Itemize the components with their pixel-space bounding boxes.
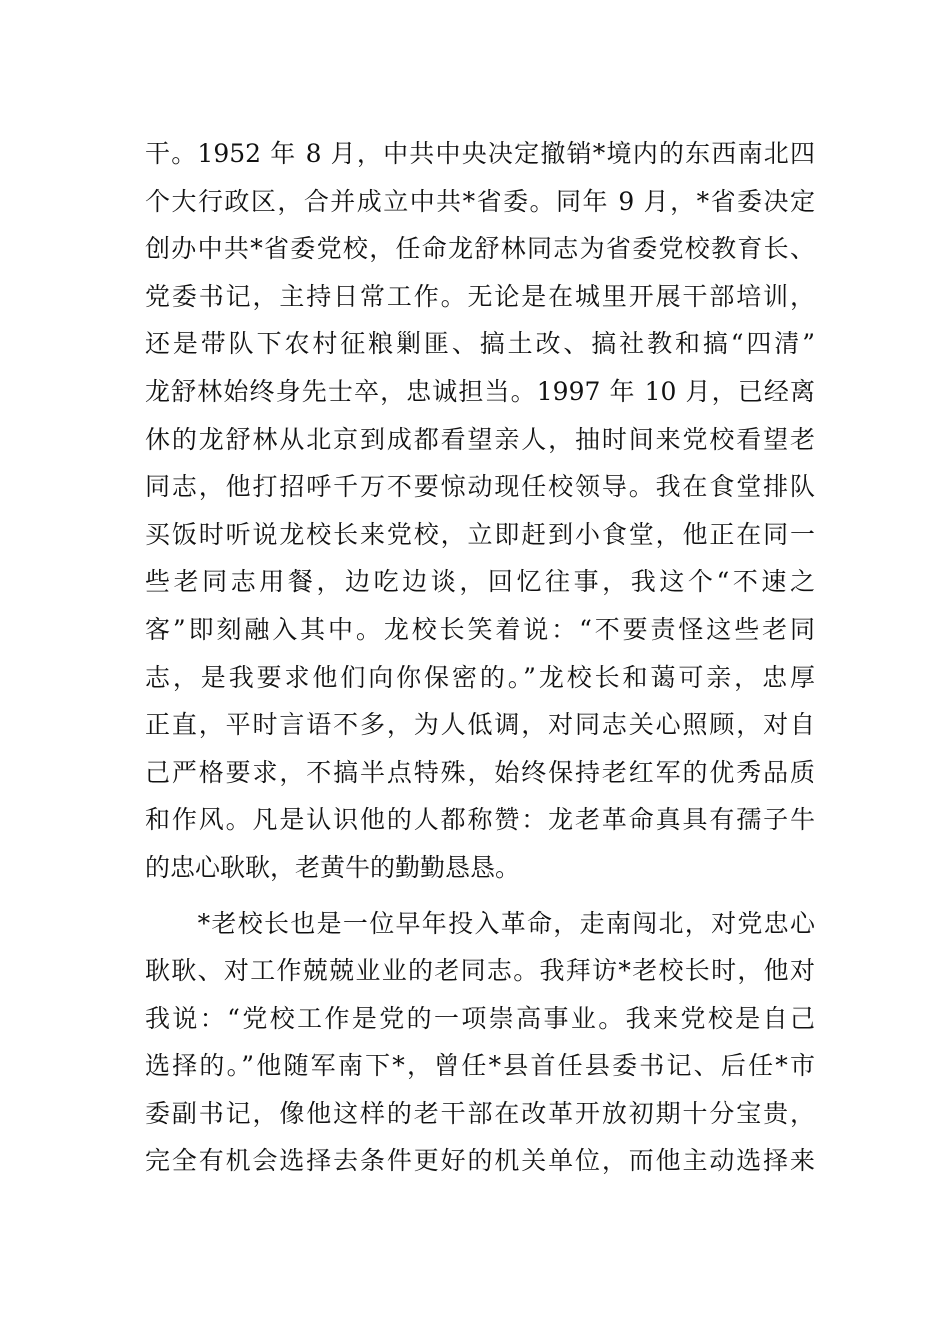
text-line: 休的龙舒林从北京到成都看望亲人，抽时间来党校看望老	[145, 424, 815, 454]
paragraph-gap	[145, 892, 815, 900]
text-line: 还是带队下农村征粮剿匪、搞土改、搞社教和搞“四清”	[145, 329, 815, 359]
text-line: 党委书记，主持日常工作。无论是在城里开展干部培训，	[145, 281, 815, 311]
text-line: 耿耿、对工作兢兢业业的老同志。我拜访*老校长时，他对	[145, 956, 815, 986]
text-line: 龙舒林始终身先士卒，忠诚担当。1997 年 10 月，已经离	[145, 376, 815, 406]
text-line: 的忠心耿耿，老黄牛的勤勤恳恳。	[145, 852, 521, 882]
body-text	[145, 130, 815, 1185]
text-line: 个大行政区，合并成立中共*省委。同年 9 月，*省委决定	[145, 186, 815, 216]
text-line: 客”即刻融入其中。龙校长笑着说：“不要责怪这些老同	[145, 614, 815, 644]
text-line: *老校长也是一位早年投入革命，走南闯北，对党忠心	[145, 908, 815, 938]
text-line: 创办中共*省委党校，任命龙舒林同志为省委党校教育长、	[145, 234, 815, 264]
text-line: 完全有机会选择去条件更好的机关单位，而他主动选择来	[145, 1146, 815, 1176]
paragraph-1	[145, 130, 815, 892]
text-line: 志，是我要求他们向你保密的。”龙校长和蔼可亲，忠厚	[145, 662, 815, 692]
text-line: 买饭时听说龙校长来党校，立即赶到小食堂，他正在同一	[145, 519, 815, 549]
text-line: 正直，平时言语不多，为人低调，对同志关心照顾，对自	[145, 710, 815, 740]
text-line: 些老同志用餐，边吃边谈，回忆往事，我这个“不速之	[145, 567, 815, 597]
text-line: 和作风。凡是认识他的人都称赞：龙老革命真具有孺子牛	[145, 805, 815, 835]
text-line: 同志，他打招呼千万不要惊动现任校领导。我在食堂排队	[145, 472, 815, 502]
text-line: 选择的。”他随军南下*，曾任*县首任县委书记、后任*市	[145, 1051, 815, 1081]
text-line: 干。1952 年 8 月，中共中央决定撤销*境内的东西南北四	[145, 139, 815, 168]
text-line: 己严格要求，不搞半点特殊，始终保持老红军的优秀品质	[145, 757, 815, 787]
text-line: 委副书记，像他这样的老干部在改革开放初期十分宝贵，	[145, 1098, 815, 1128]
paragraph-2	[145, 900, 815, 1186]
text-line: 我说：“党校工作是党的一项崇高事业。我来党校是自己	[145, 1003, 815, 1033]
